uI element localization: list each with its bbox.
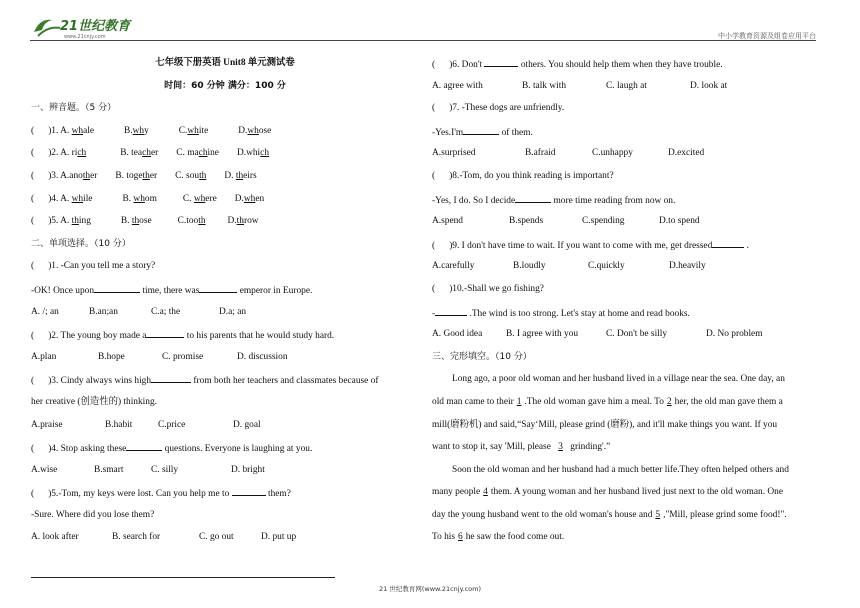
q6-stem: ( )6. Don't others. You should help them when they have trouble. [432, 57, 822, 80]
phonics-item-3: ( )3. A.another B. together C. south D. theirs [31, 170, 257, 181]
phonics-item-1: ( )1. A. whale B.why C.white D.whose [31, 125, 272, 136]
blank-2: 2 [666, 396, 672, 407]
cloze-p2-line1: Soon the old woman and her husband had a much better life.They often helped others and [452, 464, 789, 475]
q8-options: A.spend B.spends C.spending D.to spend [432, 216, 700, 227]
q1-options: A. /; an B.an;an C.a; the D.a; an [31, 306, 247, 317]
cloze-p2-line3: day the young husband went to the old woman's house and 5 ,"Mill, please grind some food!". [432, 509, 787, 520]
q10-stem: ( )10.-Shall we go fishing? [432, 283, 544, 294]
cloze-p2-line2: many people 4 them. A young woman and her husband lived just next to the old woman. One [432, 487, 784, 498]
q9-stem: ( )9. I don't have time to wait. If you want to come with me, get dressed . [432, 238, 822, 261]
page-footer: 21 世纪教育网(www.21cnjy.com) [379, 585, 481, 593]
logo-text: 21世纪教育 [60, 19, 131, 34]
blank-1: 1 [516, 396, 522, 407]
q2-options: A.plan B.hope C. promise D. discussion [31, 351, 288, 362]
q9-options: A.carefully B.loudly C.quickly D.heavily [432, 261, 706, 272]
logo-sub: www.21cnjy.com [64, 34, 106, 40]
q3-line2: her creative (创造性的) thinking. [31, 396, 158, 407]
q3-options: A.praise B.habit C.price D. goal [31, 419, 261, 430]
platform-label: 中小学教育资源及组卷应用平台 [718, 32, 816, 40]
cloze-p1-line2: old man came to their 1 .The old woman gave him a meal. To 2 her, the old man gave them a [432, 396, 783, 407]
section1-heading: 一、辨音题。（5 分） [31, 103, 117, 114]
phonics-item-4: ( )4. A. while B. whom C. where D.when [31, 193, 265, 204]
q1-stem: ( )1. -Can you tell me a story? [31, 261, 156, 272]
q7-stem: ( )7. -These dogs are unfriendly. [432, 103, 565, 114]
section2-heading: 二、单项选择。（10 分） [31, 238, 131, 249]
q8-stem: ( )8.-Tom, do you think reading is important? [432, 170, 614, 181]
phonics-item-5: ( )5. A. thing B. those C.tooth D.throw [31, 216, 259, 227]
logo [30, 12, 148, 40]
blank-6: 6 [458, 532, 463, 543]
left-column [31, 57, 419, 554]
phonics-item-2: ( )2. A. rich B. teacher C. machine D.which [31, 148, 270, 159]
q7-options: A.surprised B.afraid C.unhappy D.excited [432, 148, 705, 159]
blank-4: 4 [483, 487, 488, 498]
q2-stem: ( )2. The young boy made a to his parents that he would study hard. [31, 328, 419, 351]
cloze-p2-line4: To his 6 he saw the food come out. [432, 532, 565, 543]
blank-3: 3 [558, 442, 563, 453]
q1-line2: -OK! Once upon time, there was emperor in Europe. [31, 283, 419, 306]
q4-stem: ( )4. Stop asking these questions. Everyone is laughing at you. [31, 441, 419, 464]
section3-heading: 三、完形填空。（10 分） [432, 351, 532, 362]
cloze-p1-line3: mill(磨粉机) and said,“Say‘Mill, please grind (磨粉), and it'll make things you want. If you [432, 419, 778, 430]
page-title: 七年级下册英语 Unit8 单元测试卷 [155, 58, 295, 68]
right-column [432, 57, 822, 554]
header-rule [30, 40, 816, 41]
q10-options: A. Good idea B. I agree with you C. Don't be silly D. No problem [432, 329, 763, 340]
q7-line2: -Yes.I'm of them. [432, 125, 822, 148]
q8-line2: -Yes, I do. So I decide more time reading from now on. [432, 193, 822, 216]
blank-5: 5 [655, 509, 661, 520]
q10-line2: - .The wind is too strong. Let's stay at home and read books. [432, 306, 822, 329]
cloze-p1-line1: Long ago, a poor old woman and her husband lived in a village near the sea. One day, an [452, 374, 785, 385]
q4-options: A.wise B.smart C. silly D. bright [31, 464, 265, 475]
q5-stem: ( )5.-Tom, my keys were lost. Can you help me to them? [31, 486, 419, 509]
q5-options: A. look after B. search for C. go out D. put up [31, 532, 297, 543]
q5-line2: -Sure. Where did you lose them? [31, 509, 155, 520]
footer-rule [31, 577, 335, 578]
page-subtitle: 时间：60 分钟 满分：100 分 [164, 80, 286, 91]
q6-options: A. agree with B. talk with C. laugh at D. look at [432, 80, 728, 91]
cloze-p1-line4: want to stop it, say 'Mill, please 3 grinding'.” [432, 442, 611, 453]
q3-stem: ( )3. Cindy always wins high from both her teachers and classmates because of [31, 373, 419, 396]
